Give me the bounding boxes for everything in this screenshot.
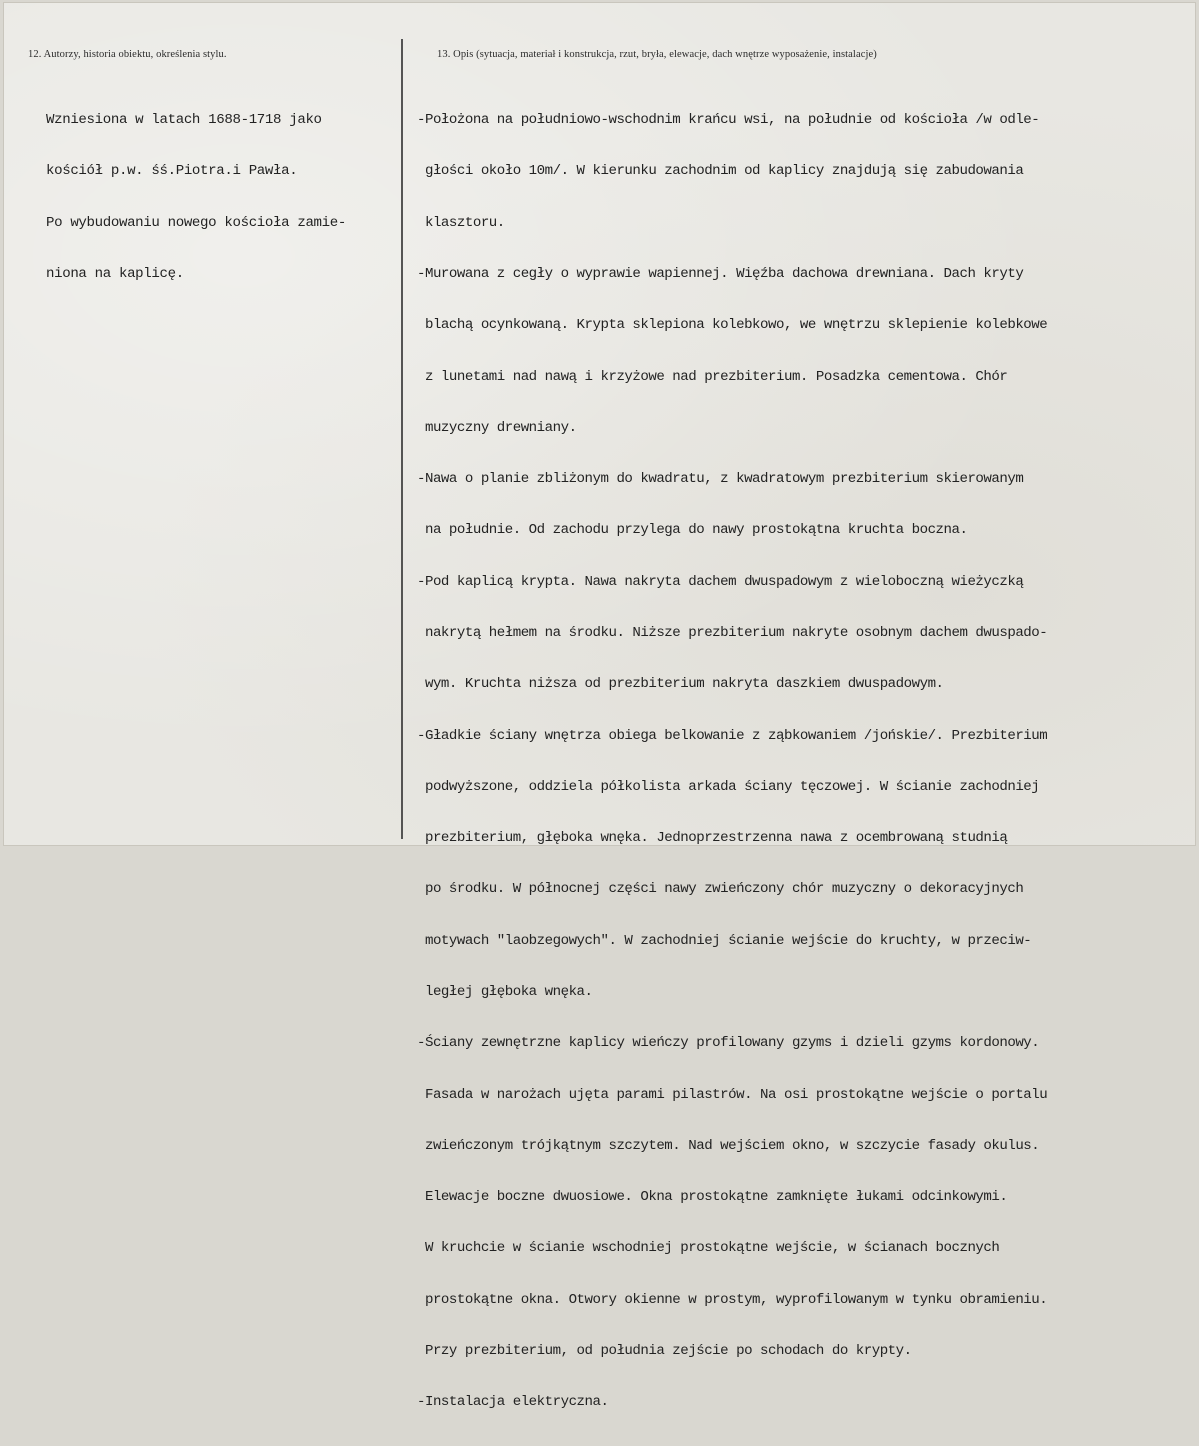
description-line: ległej głęboka wnęka. bbox=[417, 983, 593, 1000]
description-line: -Murowana z cegły o wyprawie wapiennej. Więźba dachowa drewniana. Dach kryty bbox=[417, 266, 1024, 283]
description-line: po środku. W północnej części nawy zwieńczony chór muzyczny o dekoracyjnych bbox=[417, 881, 1024, 898]
column-divider bbox=[401, 39, 403, 839]
description-line: muzyczny drewniany. bbox=[417, 419, 577, 436]
description-line: -Pod kaplicą krypta. Nawa nakryta dachem dwuspadowym z wieloboczną wieżyczką bbox=[417, 573, 1024, 590]
description-line: -Ściany zewnętrzne kaplicy wieńczy profilowany gzyms i dzieli gzyms kordonowy. bbox=[417, 1035, 1040, 1052]
history-text bbox=[46, 78, 346, 317]
history-line: niona na kaplicę. bbox=[46, 266, 184, 283]
description-line: wym. Kruchta niższa od prezbiterium nakryta daszkiem dwuspadowym. bbox=[417, 676, 944, 693]
description-line: blachą ocynkowaną. Krypta sklepiona kolebkowo, we wnętrzu sklepienie kolebkowe bbox=[417, 317, 1048, 334]
description-line: motywach "laobzegowych". W zachodniej ścianie wejście do kruchty, w przeciw- bbox=[417, 932, 1032, 949]
section-13-header: 13. Opis (sytuacja, materiał i konstrukcja, rzut, bryła, elewacje, dach wnętrze wyposażenie, instalacje) bbox=[437, 49, 877, 60]
description-line: zwieńczonym trójkątnym szczytem. Nad wejściem okno, w szczycie fasady okulus. bbox=[417, 1137, 1040, 1154]
description-line: W kruchcie w ścianie wschodniej prostokątne wejście, w ścianach bocznych bbox=[417, 1240, 1000, 1257]
description-line: na południe. Od zachodu przylega do nawy prostokątna kruchta boczna. bbox=[417, 522, 968, 539]
description-line: głości około 10m/. W kierunku zachodnim od kaplicy znajdują się zabudowania bbox=[417, 163, 1024, 180]
description-text bbox=[417, 78, 1047, 1446]
section-12-header: 12. Autorzy, historia obiektu, określenia stylu. bbox=[28, 49, 227, 60]
description-line: -Położona na południowo-wschodnim krańcu wsi, na południe od kościoła /w odle- bbox=[417, 112, 1040, 129]
description-line: -Nawa o planie zbliżonym do kwadratu, z kwadratowym prezbiterium skierowanym bbox=[417, 471, 1024, 488]
description-line: prostokątne okna. Otwory okienne w prostym, wyprofilowanym w tynku obramieniu. bbox=[417, 1291, 1048, 1308]
description-line: Fasada w narożach ujęta parami pilastrów. Na osi prostokątne wejście o portalu bbox=[417, 1086, 1048, 1103]
description-line: podwyższone, oddziela półkolista arkada ściany tęczowej. W ścianie zachodniej bbox=[417, 778, 1040, 795]
record-card bbox=[3, 2, 1196, 1411]
description-line: Przy prezbiterium, od południa zejście po schodach do krypty. bbox=[417, 1342, 912, 1359]
description-line: -Instalacja elektryczna. bbox=[417, 1394, 609, 1411]
history-line: Wzniesiona w latach 1688-1718 jako bbox=[46, 112, 322, 129]
history-line: Po wybudowaniu nowego kościoła zamie- bbox=[46, 214, 346, 231]
description-line: z lunetami nad nawą i krzyżowe nad prezbiterium. Posadzka cementowa. Chór bbox=[417, 368, 1008, 385]
description-line: Elewacje boczne dwuosiowe. Okna prostokątne zamknięte łukami odcinkowymi. bbox=[417, 1189, 1008, 1206]
description-line: prezbiterium, głęboka wnęka. Jednoprzestrzenna nawa z ocembrowaną studnią bbox=[417, 830, 1008, 847]
history-line: kościół p.w. śś.Piotra.i Pawła. bbox=[46, 163, 298, 180]
description-line: nakrytą hełmem na środku. Niższe prezbiterium nakryte osobnym dachem dwuspado- bbox=[417, 625, 1048, 641]
description-line: klasztoru. bbox=[417, 214, 505, 231]
description-line: -Gładkie ściany wnętrza obiega belkowanie z ząbkowaniem /jońskie/. Prezbiterium bbox=[417, 727, 1048, 744]
